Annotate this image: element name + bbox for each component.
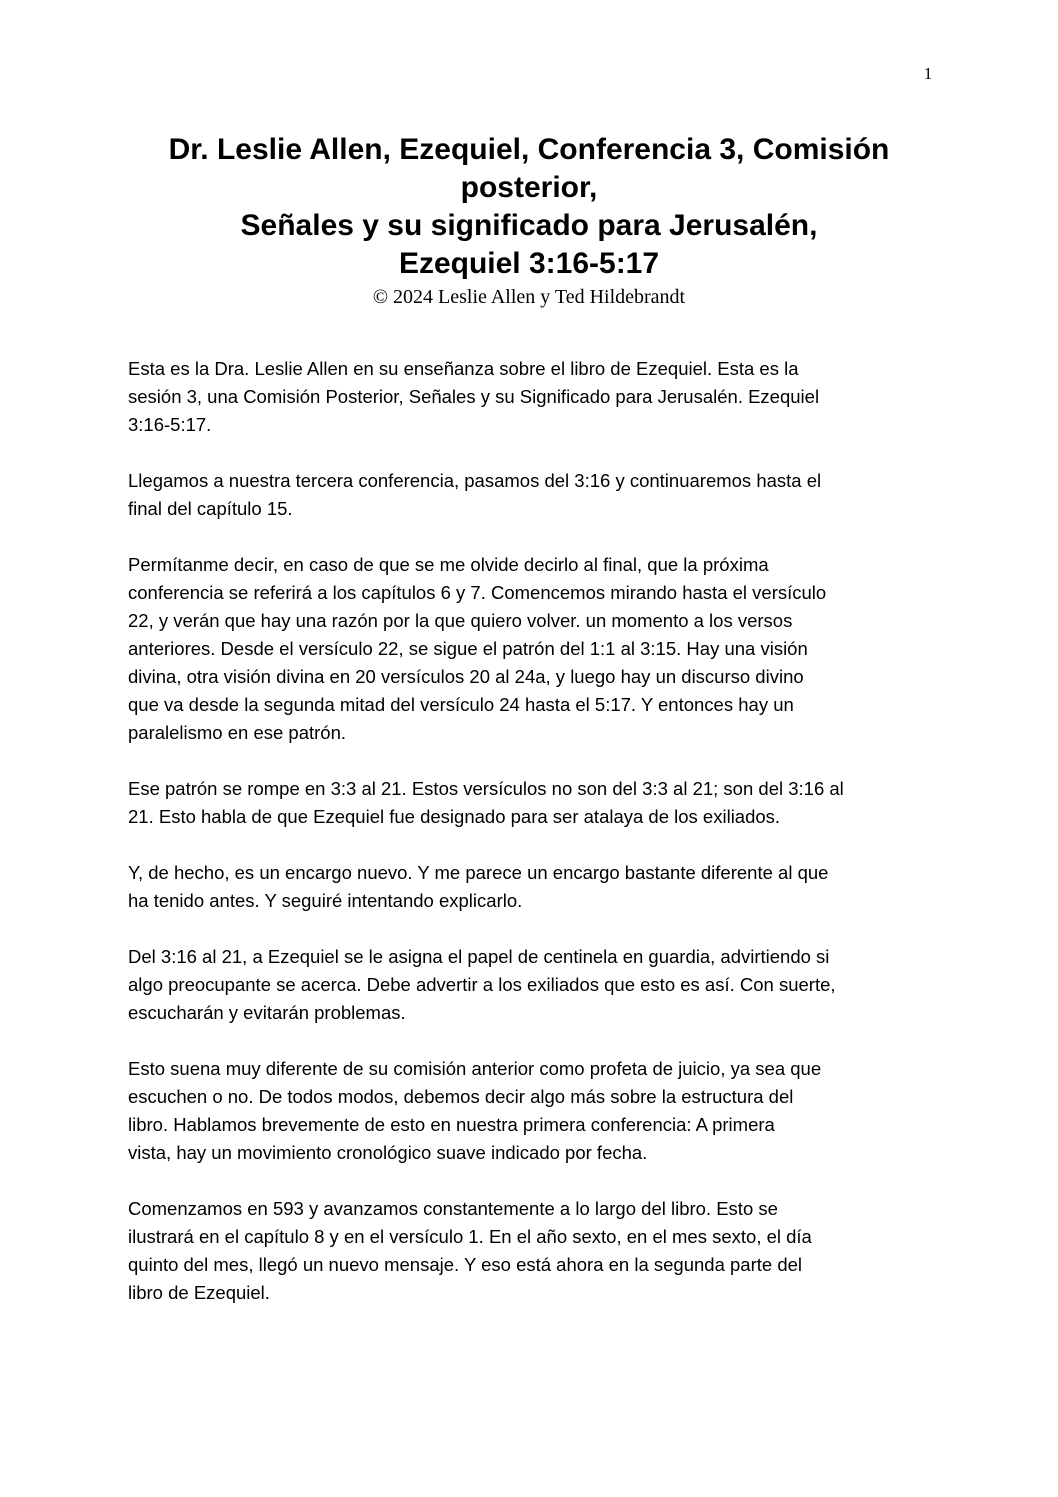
title-line-3: Señales y su significado para Jerusalén, <box>240 209 818 242</box>
paragraph-line: que va desde la segunda mitad del versículo 24 hasta el 5:17. Y entonces hay un <box>128 694 794 715</box>
title-block <box>126 131 932 310</box>
paragraph-line: anteriores. Desde el versículo 22, se sigue el patrón del 1:1 al 3:15. Hay una visión <box>128 638 808 659</box>
paragraph-line: algo preocupante se acerca. Debe advertir a los exiliados que esto es así. Con suerte, <box>128 974 836 995</box>
paragraph-4 <box>128 775 932 831</box>
paragraph-line: Permítanme decir, en caso de que se me olvide decirlo al final, que la próxima <box>128 554 769 575</box>
paragraph-line: Y, de hecho, es un encargo nuevo. Y me parece un encargo bastante diferente al que <box>128 862 829 883</box>
title-line-4: Ezequiel 3:16-5:17 <box>398 247 660 280</box>
paragraph-line: sesión 3, una Comisión Posterior, Señales y su Significado para Jerusalén. Ezequiel <box>128 386 820 407</box>
paragraph-1 <box>128 355 932 439</box>
paragraph-line: ilustrará en el capítulo 8 y en el versículo 1. En el año sexto, en el mes sexto, el día <box>128 1226 812 1247</box>
paragraph-line: Esto suena muy diferente de su comisión anterior como profeta de juicio, ya sea que <box>128 1058 822 1079</box>
paragraph-6 <box>128 943 932 1027</box>
paragraph-2 <box>128 467 932 523</box>
paragraph-line: divina, otra visión divina en 20 versículos 20 al 24a, y luego hay un discurso divino <box>128 666 804 687</box>
paragraph-line: vista, hay un movimiento cronológico suave indicado por fecha. <box>128 1142 648 1163</box>
title-line-1: Dr. Leslie Allen, Ezequiel, Conferencia 3, Comisión <box>168 133 890 166</box>
paragraph-line: libro. Hablamos brevemente de esto en nuestra primera conferencia: A primera <box>128 1114 775 1135</box>
paragraph-7 <box>128 1055 932 1167</box>
paragraph-line: ha tenido antes. Y seguiré intentando explicarlo. <box>128 890 523 911</box>
paragraph-line: Comenzamos en 593 y avanzamos constantemente a lo largo del libro. Esto se <box>128 1198 778 1219</box>
paragraph-line: escucharán y evitarán problemas. <box>128 1002 406 1023</box>
paragraph-5 <box>128 859 932 915</box>
title-line-2: posterior, <box>460 171 598 204</box>
paragraph-line: Del 3:16 al 21, a Ezequiel se le asigna el papel de centinela en guardia, advirtiendo si <box>128 946 830 967</box>
copyright-notice: © 2024 Leslie Allen y Ted Hildebrandt <box>372 286 686 308</box>
paragraph-8 <box>128 1195 932 1307</box>
paragraph-line: final del capítulo 15. <box>128 498 293 519</box>
paragraph-line: Esta es la Dra. Leslie Allen en su enseñanza sobre el libro de Ezequiel. Esta es la <box>128 358 799 379</box>
paragraph-line: quinto del mes, llegó un nuevo mensaje. Y eso está ahora en la segunda parte del <box>128 1254 803 1275</box>
paragraph-line: Ese patrón se rompe en 3:3 al 21. Estos versículos no son del 3:3 al 21; son del 3:16 al <box>128 778 844 799</box>
paragraph-line: 22, y verán que hay una razón por la que quiero volver. un momento a los versos <box>128 610 793 631</box>
paragraph-line: libro de Ezequiel. <box>128 1282 270 1303</box>
paragraph-line: Llegamos a nuestra tercera conferencia, pasamos del 3:16 y continuaremos hasta el <box>128 470 822 491</box>
page-number: 1 <box>923 64 933 83</box>
paragraph-3 <box>128 551 932 747</box>
paragraph-line: conferencia se referirá a los capítulos 6 y 7. Comencemos mirando hasta el versículo <box>128 582 827 603</box>
paragraph-line: paralelismo en ese patrón. <box>128 722 347 743</box>
paragraph-line: 3:16-5:17. <box>128 414 212 435</box>
paragraph-line: 21. Esto habla de que Ezequiel fue designado para ser atalaya de los exiliados. <box>128 806 781 827</box>
body-text <box>128 355 932 1335</box>
paragraph-line: escuchen o no. De todos modos, debemos decir algo más sobre la estructura del <box>128 1086 794 1107</box>
